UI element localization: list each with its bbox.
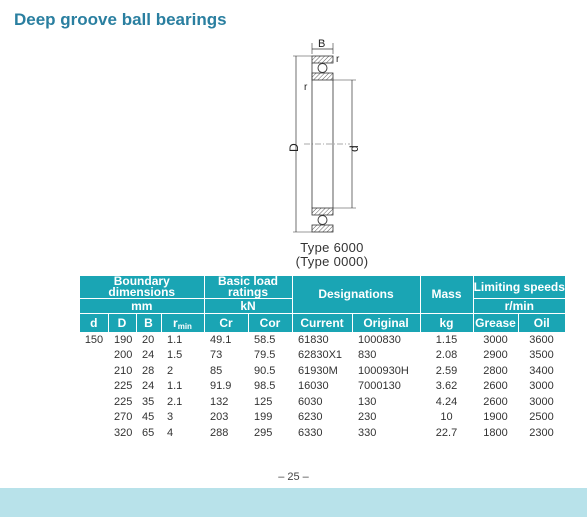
table-cell: 98.5	[254, 380, 276, 393]
table-cell: 2600	[483, 395, 508, 408]
table-cell: 65	[142, 426, 155, 439]
table-cell: 150	[84, 333, 104, 346]
table-cell: 6230	[298, 411, 323, 424]
footer-band	[0, 488, 587, 517]
table-cell	[80, 425, 108, 441]
table-cell: 1000930H	[358, 364, 409, 377]
designations-header: Designations	[292, 276, 420, 314]
table-cell: 3000	[483, 333, 508, 346]
table-cell: 35	[142, 395, 155, 408]
table-row	[80, 332, 565, 348]
table-cell: 61930M	[298, 364, 338, 377]
inner-diameter-label: d	[347, 145, 361, 152]
table-cell: 1.1	[167, 380, 183, 393]
col-header-oil: Oil	[518, 314, 565, 333]
table-cell: 295	[254, 426, 273, 439]
load-unit-header: kN	[204, 299, 292, 314]
type-caption-line2: (Type 0000)	[295, 254, 369, 269]
col-header-original: Original	[352, 314, 420, 333]
table-cell: 200	[114, 349, 133, 362]
table-cell	[80, 348, 108, 364]
table-row	[80, 379, 565, 395]
boundary-unit-header: mm	[80, 299, 204, 314]
table-cell: 1.5	[167, 349, 183, 362]
table-row	[80, 425, 565, 441]
table-cell	[80, 410, 108, 426]
table-cell: 330	[358, 426, 377, 439]
table-cell: 320	[114, 426, 133, 439]
table-cell: 230	[358, 411, 377, 424]
table-row	[80, 348, 565, 364]
table-cell: 2900	[483, 349, 508, 362]
table-cell: 125	[254, 395, 273, 408]
bottom-ball	[318, 216, 327, 225]
col-header-kg: kg	[420, 314, 473, 333]
table-cell: 79.5	[254, 349, 276, 362]
table-row	[80, 363, 565, 379]
b-dimension-label: B	[318, 38, 326, 50]
table-cell: 22.7	[435, 426, 458, 439]
mass-header: Mass	[420, 276, 473, 314]
table-cell: 10	[440, 411, 453, 424]
table-cell: 2500	[529, 411, 554, 424]
table-cell: 270	[114, 411, 133, 424]
table-cell: 61830	[298, 333, 329, 346]
r-label-left: r	[304, 82, 308, 93]
col-header-outer-d: D	[108, 314, 136, 333]
boundary-dimensions-header: Boundary dimensions	[80, 276, 204, 299]
table-cell: 3400	[529, 364, 554, 377]
table-cell: 28	[142, 364, 155, 377]
table-cell: 203	[210, 411, 229, 424]
table-cell: 73	[210, 349, 223, 362]
table-cell: 132	[210, 395, 229, 408]
table-cell: 190	[114, 333, 133, 346]
type-caption-line1: Type 6000	[300, 240, 364, 255]
page-number: – 25 –	[278, 471, 309, 483]
col-header-d: d	[80, 314, 108, 333]
table-cell: 2.59	[435, 364, 458, 377]
type-caption	[292, 241, 372, 269]
table-cell: 210	[114, 364, 133, 377]
table-cell: 288	[210, 426, 229, 439]
table-cell: 49.1	[210, 333, 232, 346]
table-cell: 3.62	[435, 380, 458, 393]
page-title: Deep groove ball bearings	[14, 10, 227, 29]
col-header-b: B	[136, 314, 161, 333]
table-cell: 4	[167, 426, 174, 439]
table-cell: 3000	[529, 395, 554, 408]
table-cell: 24	[142, 380, 155, 393]
col-header-grease: Grease	[473, 314, 518, 333]
table-cell: 225	[114, 380, 133, 393]
top-ball	[318, 64, 327, 73]
table-cell: 830	[358, 349, 377, 362]
table-row	[80, 410, 565, 426]
table-cell: 1.1	[167, 333, 183, 346]
bearing-spec-table	[80, 276, 565, 441]
col-header-cor: Cor	[248, 314, 292, 333]
table-cell: 3	[167, 411, 174, 424]
table-cell: 3500	[529, 349, 554, 362]
table-cell: 58.5	[254, 333, 276, 346]
table-cell: 2300	[529, 426, 554, 439]
table-cell: 1900	[483, 411, 508, 424]
col-header-rmin: $r_{min}$	[161, 314, 204, 333]
table-cell: 90.5	[254, 364, 276, 377]
table-cell: 2.1	[167, 395, 183, 408]
table-cell: 62830X1	[298, 349, 343, 362]
table-cell: 85	[210, 364, 223, 377]
table-cell	[80, 379, 108, 395]
bearing-cross-section-drawing	[270, 34, 370, 234]
table-cell: 20	[142, 333, 155, 346]
r-label-top: r	[336, 54, 340, 65]
col-header-current: Current	[292, 314, 352, 333]
table-cell: 45	[142, 411, 155, 424]
table-cell: 3600	[529, 333, 554, 346]
limiting-speeds-header: Limiting speeds	[473, 276, 565, 299]
table-cell	[80, 363, 108, 379]
speeds-unit-header: r/min	[473, 299, 565, 314]
table-cell: 6330	[298, 426, 323, 439]
col-header-cr: Cr	[204, 314, 248, 333]
table-cell: 24	[142, 349, 155, 362]
basic-load-ratings-header: Basic load ratings	[204, 276, 292, 299]
table-cell: 130	[358, 395, 377, 408]
table-cell: 3000	[529, 380, 554, 393]
table-cell: 1800	[483, 426, 508, 439]
table-cell: 1.15	[435, 333, 458, 346]
table-cell: 91.9	[210, 380, 232, 393]
table-cell: 7000130	[358, 380, 401, 393]
table-cell: 199	[254, 411, 273, 424]
table-row	[80, 394, 565, 410]
table-cell: 6030	[298, 395, 323, 408]
table-cell	[80, 394, 108, 410]
table-cell: 4.24	[435, 395, 458, 408]
table-cell: 2	[167, 364, 174, 377]
table-cell: 2800	[483, 364, 508, 377]
table-cell: 1000830	[358, 333, 401, 346]
table-cell: 16030	[298, 380, 329, 393]
outer-diameter-label: D	[287, 143, 301, 152]
table-cell: 2600	[483, 380, 508, 393]
table-cell: 2.08	[435, 349, 458, 362]
table-cell: 225	[114, 395, 133, 408]
